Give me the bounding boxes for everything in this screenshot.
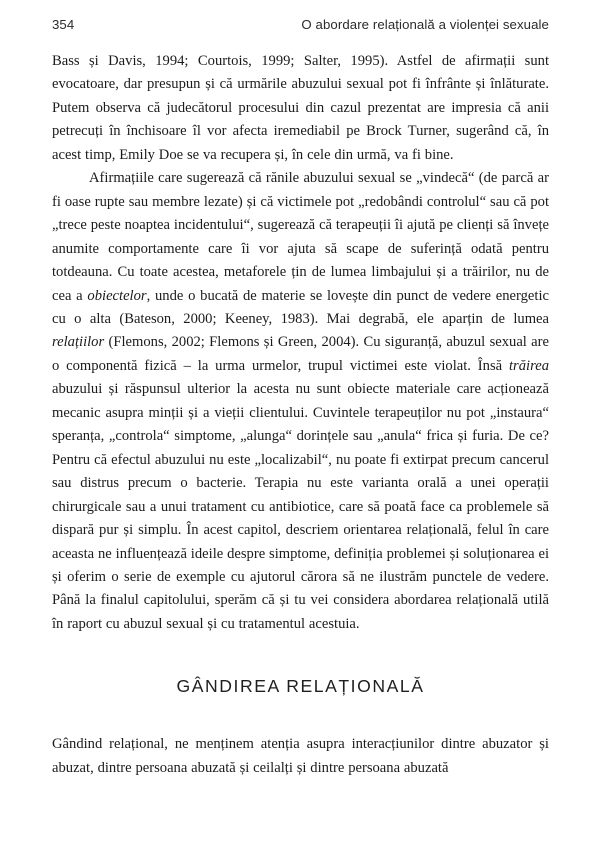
paragraph-1-text: Bass și Davis, 1994; Courtois, 1999; Salter, 1995). Astfel de afirmații sunt evocatoare, dar presupun și că urmările abuzului sexual pot fi înfrânte și înlăturate. Putem observa că judecătorul procesului din cazul prezentat are impresia că anii petrecuți în închisoare îl vor afecta iremediabil pe Brock Turner, sugerând că, în acest timp, Emily Doe se va recupera și, în cele din urmă, va fi bine. bbox=[52, 53, 549, 163]
spacer-before-heading bbox=[52, 636, 549, 676]
emphasis-trairea: trăirea bbox=[509, 357, 549, 374]
paragraph-2 bbox=[52, 167, 549, 636]
spacer-after-heading bbox=[52, 697, 549, 733]
paragraph-2-text-part-2: , unde o bucată de materie se lovește din punct de vedere energetic cu o alta (Bateson, 2000; Keeney, 1983). Mai degrabă, ele aparțin de lumea bbox=[52, 287, 549, 327]
paragraph-2-text-part-1: Afirmațiile care sugerează că rănile abuzului sexual se „vindecă“ (de parcă ar fi oase rupte sau membre lezate) și că victimele pot „redobândi controlul“ sau că pot „trece peste noaptea incidentului“, sugerează că terapeuții îi ajută pe clienți să învețe anumite comportamente care îi vor ajuta să scape de suferință odată pentru totdeauna. Cu toate acestea, metaforele țin de lumea limbajului și a trăirilor, nu de cea a bbox=[52, 170, 549, 304]
page-number: 354 bbox=[52, 17, 75, 32]
text-block bbox=[52, 50, 549, 780]
paragraph-3-text: Gândind relațional, ne menținem atenția asupra interacțiunilor dintre abuzator și abuzat, dintre persoana abuzată și ceilalți și dintre persoana abuzată bbox=[52, 736, 549, 776]
paragraph-2-text-part-4: abuzului și răspunsul ulterior la acesta nu sunt obiecte materiale care acționează mecanic asupra minții și a vieții clientului. Cuvintele terapeuților nu pot „instaura“ speranța, „controla“ simptome, „alunga“ dorințele sau „anula“ frica și furia. De ce? Pentru că efectul abuzului nu este „localizabil“, nu poate fi extirpat precum cancerul sau distrus precum o bacterie. Terapia nu este varianta orală a unei operații chirurgicale sau a unui tratament cu antibiotice, care să poată face ca problemele să dispară pur și simplu. În acest capitol, descriem orientarea relațională, felul în care aceasta ne influențează ideile despre simptome, definiția problemei și soluționarea ei și oferim o serie de exemple cu ajutorul cărora să ne ilustrăm punctele de vedere. Până la finalul capitolului, sperăm că și tu vei considera abordarea relațională utilă în raport cu abuzul sexual și cu tratamentul acestuia. bbox=[52, 381, 549, 632]
paragraph-continued bbox=[52, 50, 549, 167]
running-head-title: O abordare relațională a violenței sexuale bbox=[301, 17, 549, 32]
paragraph-3 bbox=[52, 733, 549, 780]
paragraph-2-text-part-3: (Flemons, 2002; Flemons și Green, 2004). Cu siguranță, abuzul sexual are o componentă fizică – la urma urmelor, trupul victimei este violat. Însă bbox=[52, 334, 549, 374]
section-heading: GÂNDIREA RELAȚIONALĂ bbox=[176, 676, 425, 697]
emphasis-obiectelor: obiectelor bbox=[87, 287, 147, 304]
emphasis-relatiilor: relațiilor bbox=[52, 334, 105, 351]
running-head bbox=[52, 17, 549, 39]
